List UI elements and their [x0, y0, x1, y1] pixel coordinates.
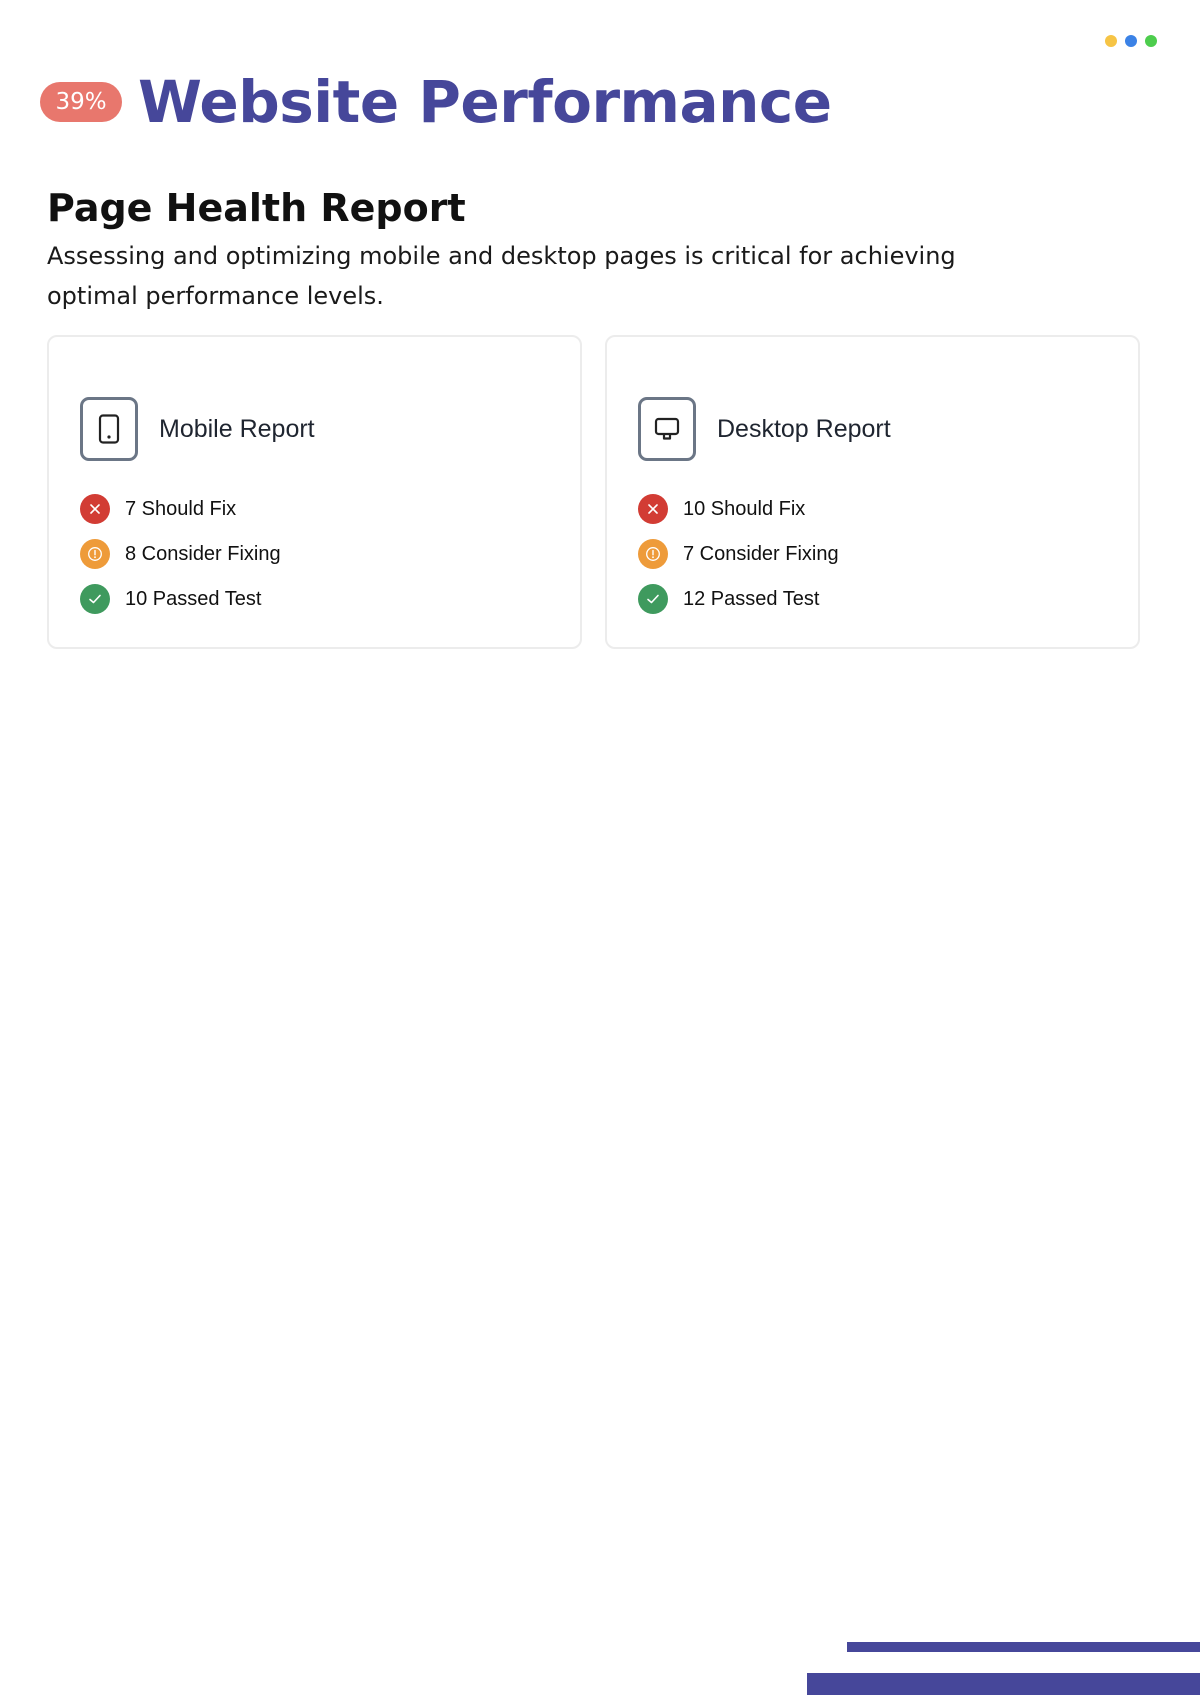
list-item-label: 12 Passed Test: [683, 587, 820, 610]
decorative-bar-top: [847, 1642, 1200, 1652]
list-item: [80, 584, 281, 614]
decorative-bar-bottom: [807, 1673, 1200, 1695]
mobile-phone-icon: [80, 397, 138, 461]
list-item-label: 7 Consider Fixing: [683, 542, 839, 565]
window-dots: [1105, 35, 1157, 47]
list-item: [80, 494, 281, 524]
mobile-report-card: [47, 335, 582, 649]
score-badge: 39%: [40, 82, 122, 122]
desktop-monitor-icon: [638, 397, 696, 461]
list-item-label: 8 Consider Fixing: [125, 542, 281, 565]
section-title: Page Health Report: [47, 186, 466, 230]
list-item: [638, 494, 839, 524]
list-item-label: 10 Passed Test: [125, 587, 262, 610]
blue-dot: [1125, 35, 1137, 47]
alert-circle-icon: [80, 539, 110, 569]
page-title: Website Performance: [138, 68, 832, 136]
yellow-dot: [1105, 35, 1117, 47]
green-dot: [1145, 35, 1157, 47]
list-item-label: 7 Should Fix: [125, 497, 237, 520]
desktop-report-card: [605, 335, 1140, 649]
desktop-report-title: Desktop Report: [717, 415, 891, 443]
page-header: [40, 68, 832, 136]
mobile-report-list: [80, 494, 281, 629]
alert-circle-icon: [638, 539, 668, 569]
list-item: [638, 584, 839, 614]
desktop-report-list: [638, 494, 839, 629]
list-item: [638, 539, 839, 569]
check-circle-icon: [80, 584, 110, 614]
list-item: [80, 539, 281, 569]
check-circle-icon: [638, 584, 668, 614]
x-circle-icon: [80, 494, 110, 524]
x-circle-icon: [638, 494, 668, 524]
list-item-label: 10 Should Fix: [683, 497, 806, 520]
section-description: Assessing and optimizing mobile and desktop pages is critical for achieving optimal performance levels.: [47, 242, 956, 310]
mobile-report-title: Mobile Report: [159, 415, 315, 443]
